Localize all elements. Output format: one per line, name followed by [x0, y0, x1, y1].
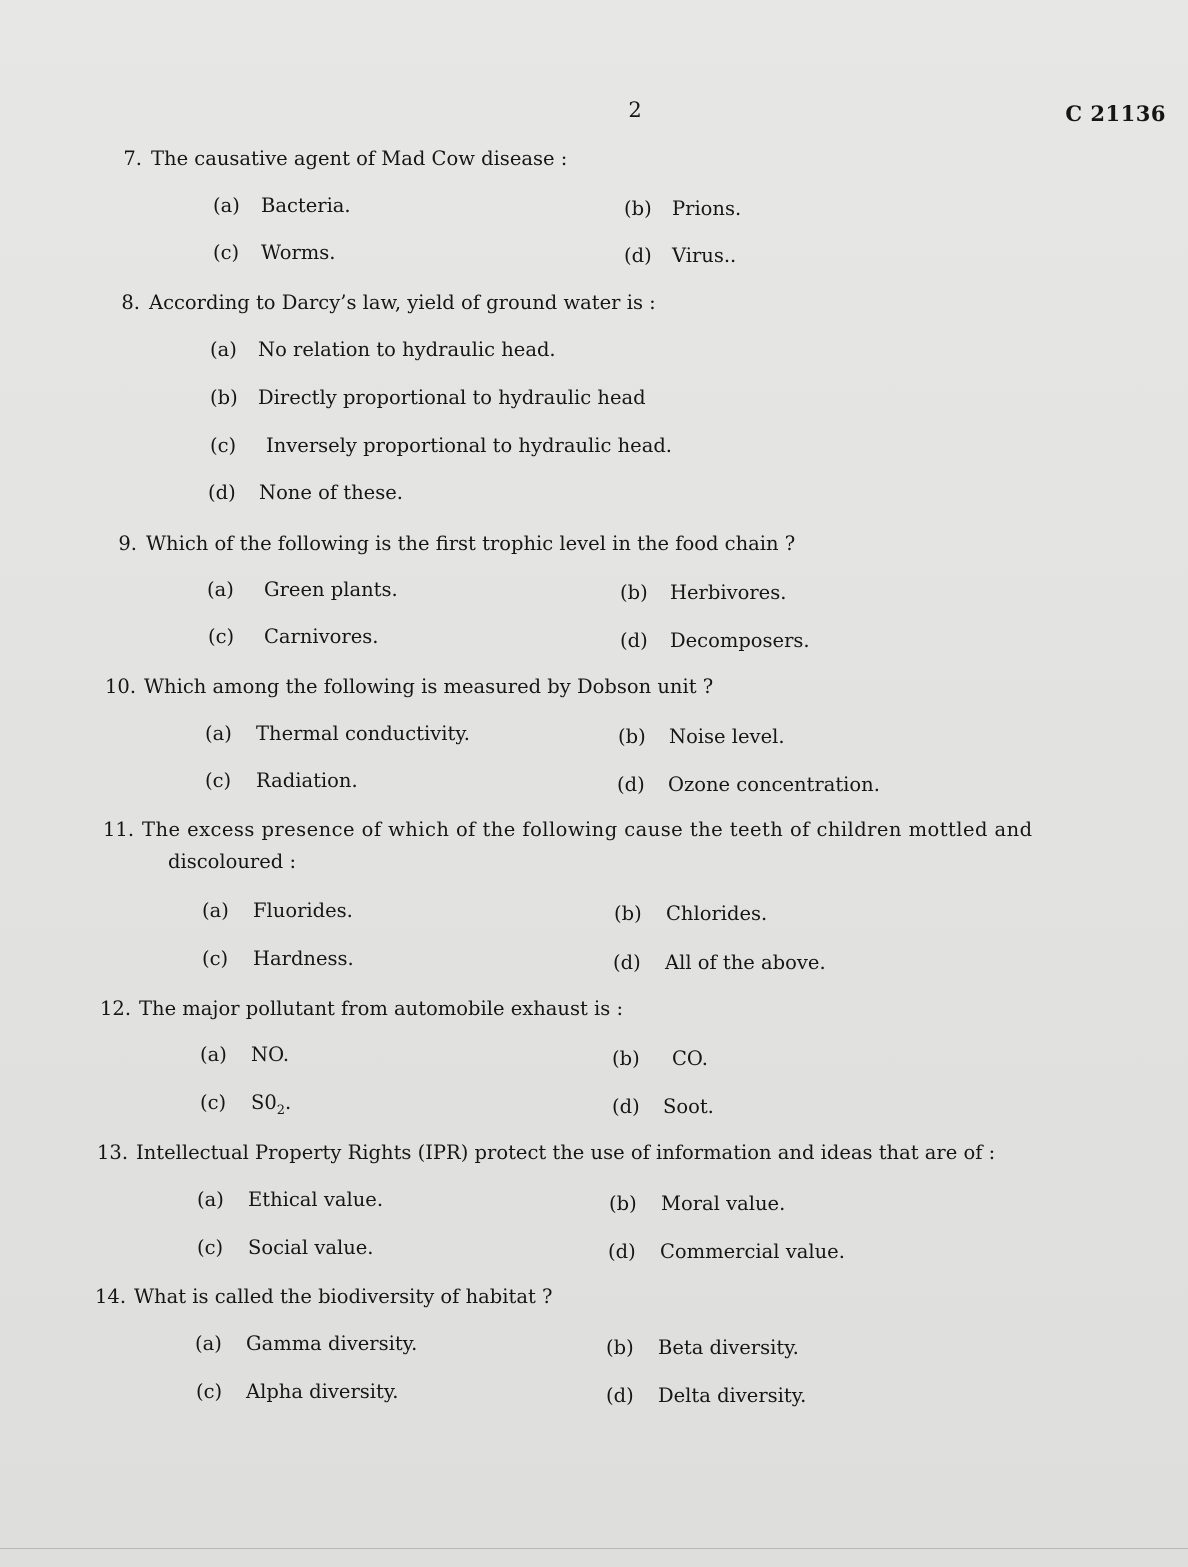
option-label: (b)	[614, 902, 642, 925]
option-text: Green plants.	[264, 578, 398, 601]
option-text: CO.	[672, 1047, 708, 1070]
option-label: (d)	[606, 1384, 634, 1407]
option-text: Ozone concentration.	[668, 773, 880, 796]
page-bottom-divider	[0, 1548, 1188, 1549]
option-14c	[196, 1380, 399, 1403]
option-text: S0	[251, 1091, 277, 1114]
question-number: 7.	[123, 147, 142, 170]
option-text: Herbivores.	[670, 581, 787, 604]
question-11	[103, 818, 1033, 841]
question-text: The major pollutant from automobile exhaust is :	[139, 997, 624, 1020]
option-text: Soot.	[663, 1095, 714, 1118]
option-10d	[617, 773, 880, 796]
option-9b	[620, 581, 786, 604]
page-number: 2	[628, 98, 642, 122]
option-11d	[613, 951, 826, 974]
question-number: 13.	[97, 1141, 129, 1164]
option-text: None of these.	[259, 481, 403, 504]
option-11a	[202, 899, 353, 922]
option-label: (b)	[210, 386, 238, 409]
option-7d	[624, 244, 736, 267]
question-text: According to Darcy’s law, yield of ground water is :	[149, 291, 656, 314]
option-7a	[213, 194, 351, 217]
option-text: No relation to hydraulic head.	[258, 338, 556, 361]
option-text: Thermal conductivity.	[256, 722, 470, 745]
option-label: (c)	[208, 625, 235, 648]
option-text: Delta diversity.	[658, 1384, 807, 1407]
option-label: (a)	[202, 899, 229, 922]
option-text: Directly proportional to hydraulic head	[258, 386, 646, 409]
option-text: All of the above.	[665, 951, 826, 974]
option-13d	[608, 1240, 845, 1263]
question-text: The causative agent of Mad Cow disease :	[151, 147, 568, 170]
option-text: NO.	[251, 1043, 290, 1066]
option-text: Social value.	[248, 1236, 374, 1259]
option-label: (d)	[613, 951, 641, 974]
option-text: Decomposers.	[670, 629, 810, 652]
option-9c	[208, 625, 379, 648]
option-label: (b)	[609, 1192, 637, 1215]
option-label: (b)	[606, 1336, 634, 1359]
option-11b	[614, 902, 767, 925]
option-text: Prions.	[672, 197, 742, 220]
option-text: Chlorides.	[666, 902, 768, 925]
option-label: (a)	[200, 1043, 227, 1066]
option-label: (b)	[624, 197, 652, 220]
option-label: (c)	[202, 947, 229, 970]
option-label: (a)	[210, 338, 237, 361]
option-text: Moral value.	[661, 1192, 786, 1215]
question-number: 11.	[103, 818, 135, 841]
option-text: Carnivores.	[264, 625, 379, 648]
option-12b	[612, 1047, 708, 1070]
option-label: (a)	[195, 1332, 222, 1355]
option-suffix: .	[285, 1091, 292, 1114]
question-12	[100, 997, 623, 1020]
option-8c	[210, 434, 672, 457]
option-label: (a)	[205, 722, 232, 745]
option-text: Beta diversity.	[658, 1336, 799, 1359]
question-10	[105, 675, 713, 698]
question-14	[95, 1285, 552, 1308]
option-label: (d)	[620, 629, 648, 652]
question-text: Intellectual Property Rights (IPR) protect the use of information and ideas that are of :	[136, 1141, 996, 1164]
option-13c	[197, 1236, 374, 1259]
option-7c	[213, 241, 335, 264]
option-13b	[609, 1192, 785, 1215]
option-13a	[197, 1188, 383, 1211]
option-label: (a)	[213, 194, 240, 217]
option-label: (d)	[608, 1240, 636, 1263]
question-11-continuation	[168, 850, 296, 873]
option-14a	[195, 1332, 417, 1355]
option-10a	[205, 722, 470, 745]
question-number: 14.	[95, 1285, 127, 1308]
option-text: Hardness.	[253, 947, 354, 970]
question-number: 10.	[105, 675, 137, 698]
question-number: 9.	[118, 532, 137, 555]
option-label: (c)	[197, 1236, 224, 1259]
option-text: Noise level.	[669, 725, 785, 748]
option-7b	[624, 197, 741, 220]
question-text: Which among the following is measured by Dobson unit ?	[144, 675, 714, 698]
question-text-continuation: discoloured :	[168, 850, 297, 873]
option-text: Alpha diversity.	[246, 1380, 399, 1403]
option-text: Radiation.	[256, 769, 358, 792]
question-9	[107, 532, 795, 555]
option-label: (c)	[196, 1380, 223, 1403]
option-9a	[207, 578, 398, 601]
option-label: (a)	[207, 578, 234, 601]
question-8	[110, 291, 656, 314]
question-text: The excess presence of which of the following cause the teeth of children mottled and	[142, 818, 1033, 841]
option-12a	[200, 1043, 289, 1066]
option-subscript: 2	[276, 1102, 286, 1118]
option-label: (d)	[208, 481, 236, 504]
option-11c	[202, 947, 354, 970]
paper-code: C 21136	[1065, 101, 1166, 126]
option-label: (c)	[200, 1091, 227, 1114]
option-10c	[205, 769, 358, 792]
option-text: Fluorides.	[253, 899, 353, 922]
option-9d	[620, 629, 810, 652]
option-label: (b)	[612, 1047, 640, 1070]
option-12d	[612, 1095, 714, 1118]
option-text: Commercial value.	[660, 1240, 845, 1263]
option-label: (d)	[617, 773, 645, 796]
option-text: Bacteria.	[261, 194, 351, 217]
option-label: (d)	[624, 244, 652, 267]
option-label: (d)	[612, 1095, 640, 1118]
option-12c	[200, 1091, 291, 1118]
option-8d	[208, 481, 403, 504]
option-14b	[606, 1336, 799, 1359]
option-label: (c)	[210, 434, 237, 457]
option-text: Ethical value.	[248, 1188, 384, 1211]
question-text: Which of the following is the first trophic level in the food chain ?	[146, 532, 796, 555]
option-label: (c)	[205, 769, 232, 792]
option-14d	[606, 1384, 806, 1407]
option-text: Inversely proportional to hydraulic head.	[266, 434, 672, 457]
option-label: (b)	[618, 725, 646, 748]
option-8b	[210, 386, 646, 409]
question-13	[97, 1141, 995, 1164]
question-text: What is called the biodiversity of habitat ?	[134, 1285, 553, 1308]
question-number: 12.	[100, 997, 132, 1020]
question-number: 8.	[121, 291, 140, 314]
option-8a	[210, 338, 556, 361]
question-7	[112, 147, 567, 170]
option-text: Gamma diversity.	[246, 1332, 418, 1355]
option-text: Virus..	[672, 244, 737, 267]
option-10b	[618, 725, 785, 748]
option-label: (c)	[213, 241, 240, 264]
option-text: Worms.	[261, 241, 336, 264]
option-label: (a)	[197, 1188, 224, 1211]
option-label: (b)	[620, 581, 648, 604]
